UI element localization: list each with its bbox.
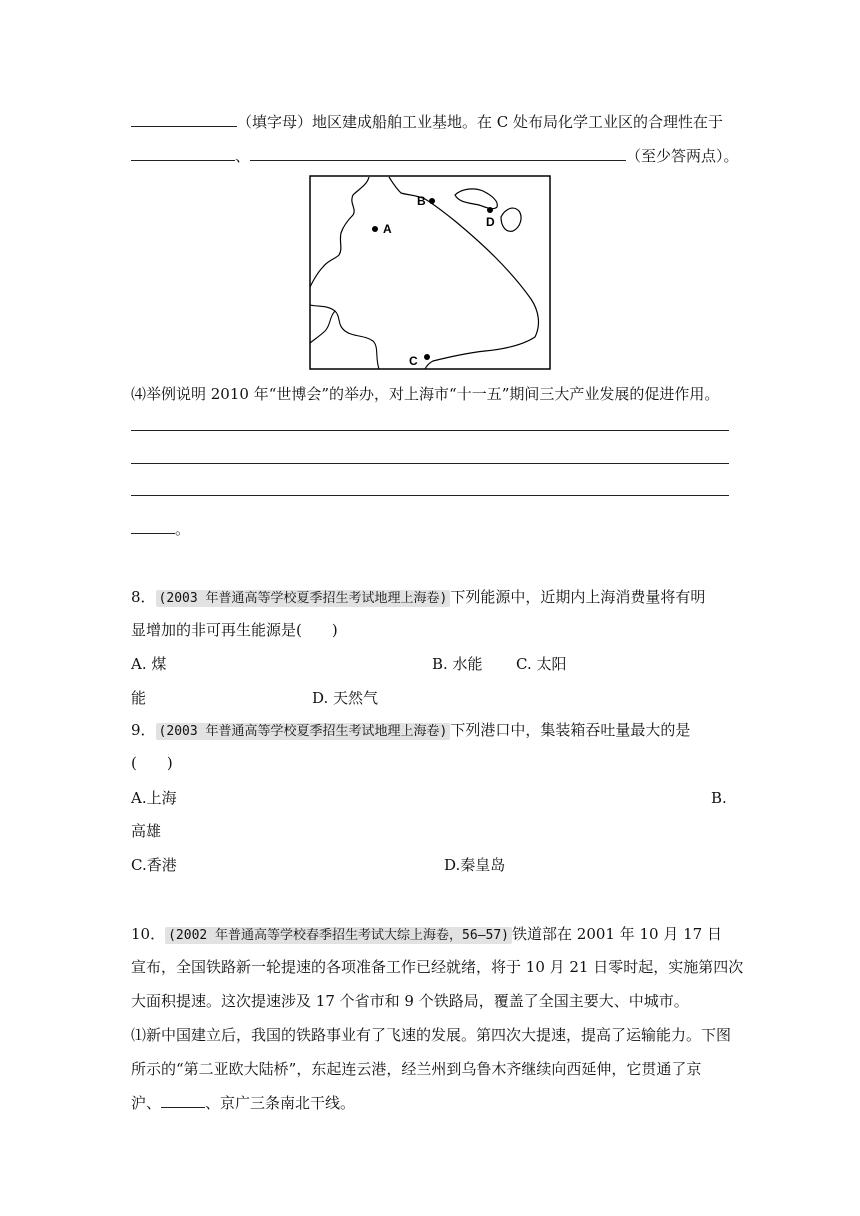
answer-blank — [250, 146, 626, 161]
q8-option-c: C. 太阳 — [516, 655, 567, 673]
q8-stem-line2: 显增加的非可再生能源是( ) — [131, 621, 338, 639]
q9-number: 9． — [131, 721, 156, 739]
q10-source: (2002 年普通高等学校春季招生考试大综上海卷，56—57) — [165, 927, 512, 944]
answer-line — [131, 495, 729, 496]
q10-part1-line3: 沪、 、京广三条南北干线。 — [131, 1094, 356, 1112]
q7-part4: ⑷举例说明 2010 年“世博会”的举办，对上海市“十一五”期间三大产业发展的促进作用。 — [131, 385, 720, 403]
svg-text:C: C — [409, 354, 418, 368]
answer-blank — [131, 112, 237, 127]
q7-line-2 — [131, 146, 739, 166]
q8-stem-line1 — [131, 587, 705, 609]
q9-source: (2003 年普通高等学校夏季招生考试地理上海卷) — [156, 723, 451, 740]
q8-option-b: B. 水能 — [432, 655, 483, 673]
q7-answer-end: 。 — [131, 519, 190, 539]
svg-text:B: B — [417, 194, 426, 208]
q10-part1-line1: ⑴新中国建立后，我国的铁路事业有了飞速的发展。第四次大提速，提高了运输能力。下图 — [131, 1026, 732, 1044]
q9-option-c: C.香港 — [131, 856, 177, 874]
q8-number: 8． — [131, 588, 156, 606]
q8-option-c-tail: 能 — [131, 689, 147, 707]
map-frame — [310, 176, 550, 369]
q7-line2-tail: （至少答两点）。 — [626, 147, 739, 165]
q9-stem-line — [131, 720, 690, 742]
q9-option-a: A.上海 — [131, 789, 177, 807]
answer-blank — [161, 1093, 205, 1108]
svg-text:D: D — [486, 215, 495, 229]
answer-line — [131, 430, 729, 431]
q9-option-b-tail: 高雄 — [131, 822, 162, 840]
q7-line-1 — [131, 112, 723, 132]
answer-blank — [131, 146, 235, 161]
q8-source: (2003 年普通高等学校夏季招生考试地理上海卷) — [156, 590, 451, 607]
q10-stem-line2: 宣布，全国铁路新一轮提速的各项准备工作已经就绪，将于 10 月 21 日零时起，实施第四次 — [131, 958, 744, 976]
q7-line1-text: （填字母）地区建成船舶工业基地。在 C 处布局化学工业区的合理性在于 — [237, 113, 724, 131]
q10-part1-line2: 所示的“第二亚欧大陆桥”，东起连云港，经兰州到乌鲁木齐继续向西延伸，它贯通了京 — [131, 1060, 702, 1078]
q9-bracket: ( ) — [131, 754, 173, 772]
svg-text:A: A — [383, 222, 392, 236]
answer-blank — [131, 519, 175, 534]
answer-line — [131, 463, 729, 464]
q9-option-d: D.秦皇岛 — [444, 856, 506, 874]
q10-stem: 铁道部在 2001 年 10 月 17 日 — [512, 925, 722, 943]
q7-line2-sep: 、 — [235, 147, 251, 165]
shanghai-map — [309, 175, 551, 370]
q8-stem: 下列能源中，近期内上海消费量将有明 — [450, 588, 706, 606]
q8-option-a: A. 煤 — [131, 655, 167, 673]
q10-stem-line3: 大面积提速。这次提速涉及 17 个省市和 9 个铁路局，覆盖了全国主要大、中城市。 — [131, 992, 689, 1010]
q8-option-d: D. 天然气 — [312, 689, 379, 707]
q10-stem-line1 — [131, 924, 722, 946]
q9-option-b: B. — [711, 789, 727, 807]
q10-number: 10． — [131, 925, 166, 943]
q9-stem: 下列港口中，集装箱吞吐量最大的是 — [450, 721, 691, 739]
